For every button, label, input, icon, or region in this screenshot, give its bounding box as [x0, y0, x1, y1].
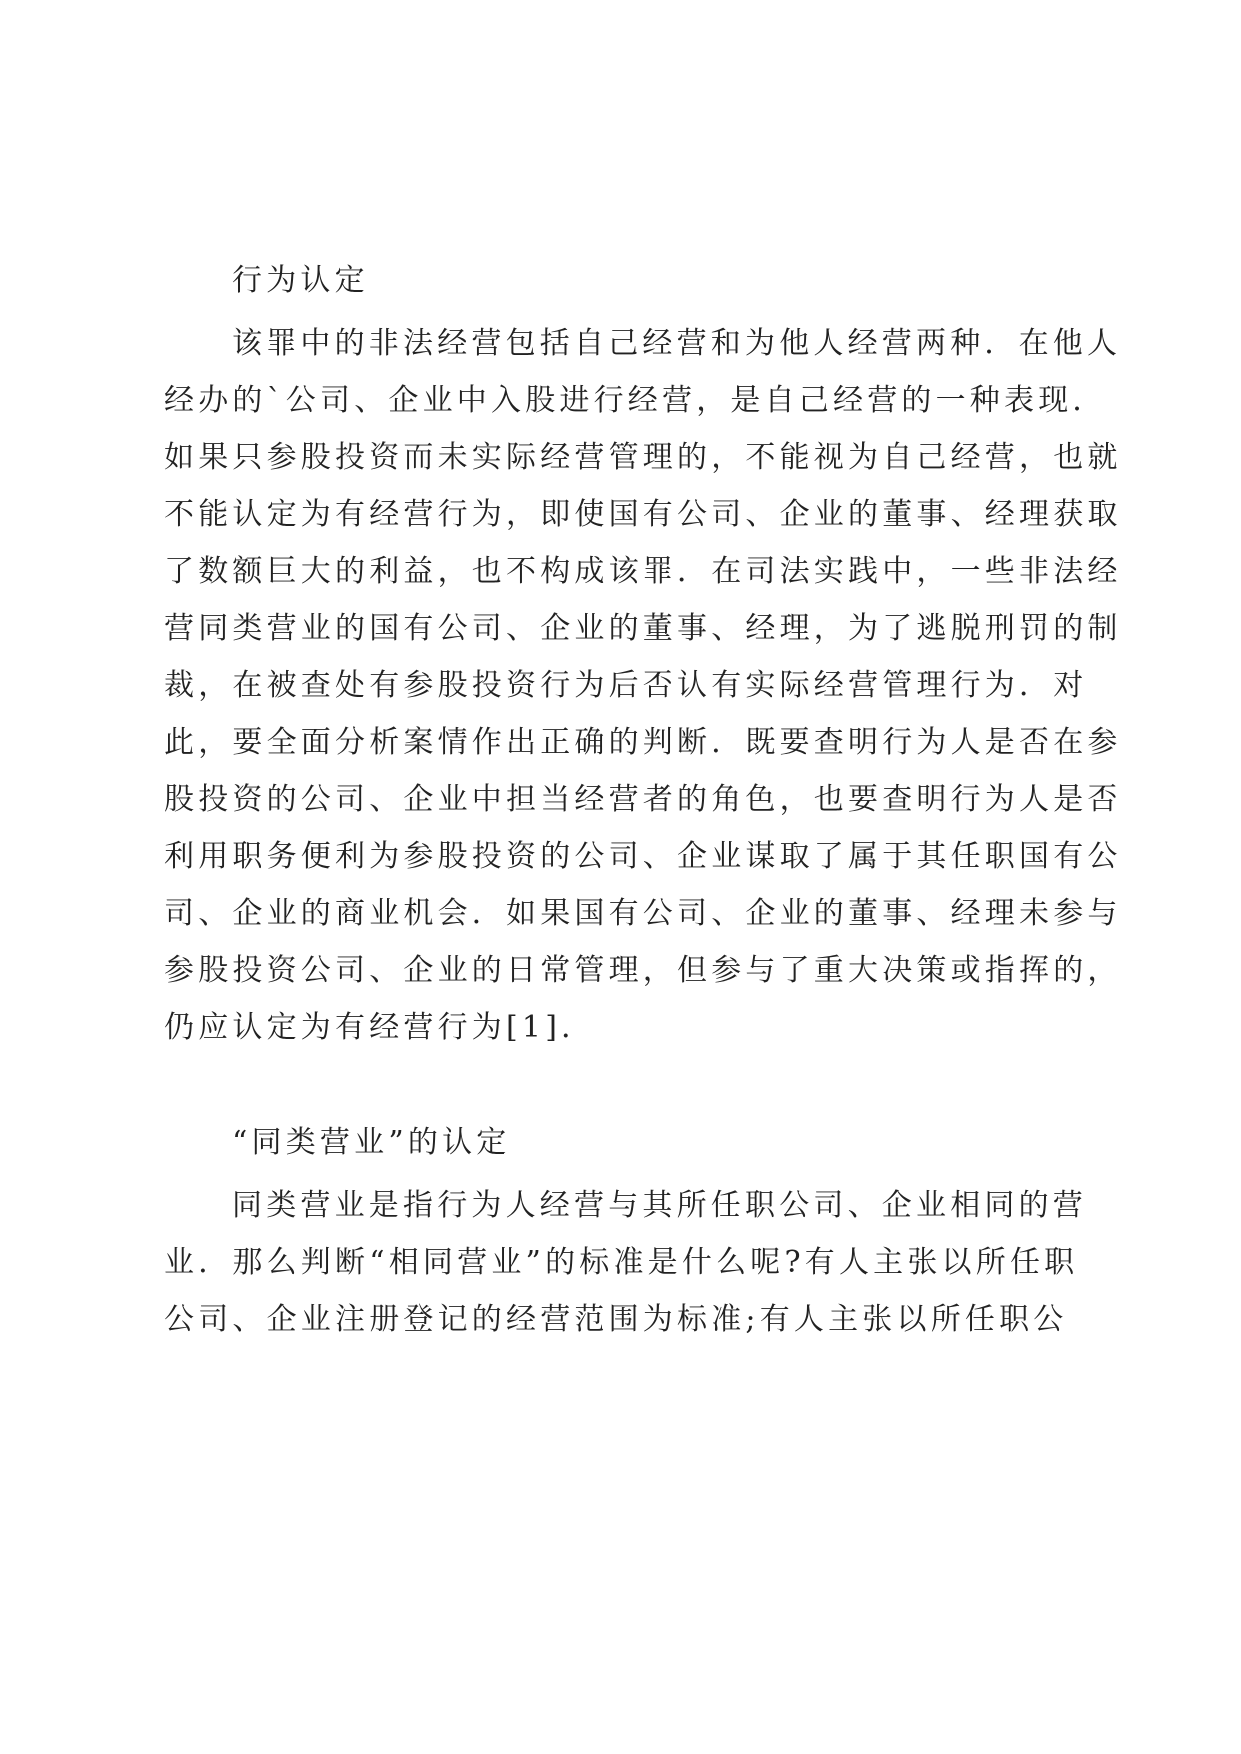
- paragraph-line: 股投资的公司、企业中担当经营者的角色，也要查明行为人是否: [164, 782, 1122, 817]
- paragraph-line: 同类营业是指行为人经营与其所任职公司、企业相同的营: [232, 1188, 1087, 1223]
- paragraph-line: 经办的`公司、企业中入股进行经营，是自己经营的一种表现．: [164, 383, 1107, 418]
- paragraph-line: 业．那么判断“相同营业”的标准是什么呢?有人主张以所任职: [164, 1245, 1079, 1280]
- paragraph-line: 裁，在被查处有参股投资行为后否认有实际经营管理行为．对: [164, 668, 1088, 703]
- paragraph-line: 不能认定为有经营行为，即使国有公司、企业的董事、经理获取: [164, 497, 1122, 532]
- paragraph-line: 营同类营业的国有公司、企业的董事、经理，为了逃脱刑罚的制: [164, 611, 1122, 646]
- paragraph-line: 公司、企业注册登记的经营范围为标准;有人主张以所任职公: [164, 1302, 1068, 1337]
- paragraph-line: 司、企业的商业机会．如果国有公司、企业的董事、经理未参与: [164, 896, 1122, 931]
- paragraph-line: 参股投资公司、企业的日常管理，但参与了重大决策或指挥的，: [164, 953, 1122, 988]
- paragraph-line: 了数额巨大的利益，也不构成该罪．在司法实践中，一些非法经: [164, 554, 1122, 589]
- section-heading-same-business: “同类营业”的认定: [232, 1125, 511, 1160]
- section-heading-behavior-determination: 行为认定: [232, 263, 369, 298]
- paragraph-line: 该罪中的非法经营包括自己经营和为他人经营两种．在他人: [232, 326, 1122, 361]
- paragraph-line: 利用职务便利为参股投资的公司、企业谋取了属于其任职国有公: [164, 839, 1122, 874]
- paragraph-line: 如果只参股投资而未实际经营管理的，不能视为自己经营，也就: [164, 440, 1122, 475]
- paragraph-line: 此，要全面分析案情作出正确的判断．既要查明行为人是否在参: [164, 725, 1122, 760]
- paragraph-line: 仍应认定为有经营行为[1]．: [164, 1010, 596, 1045]
